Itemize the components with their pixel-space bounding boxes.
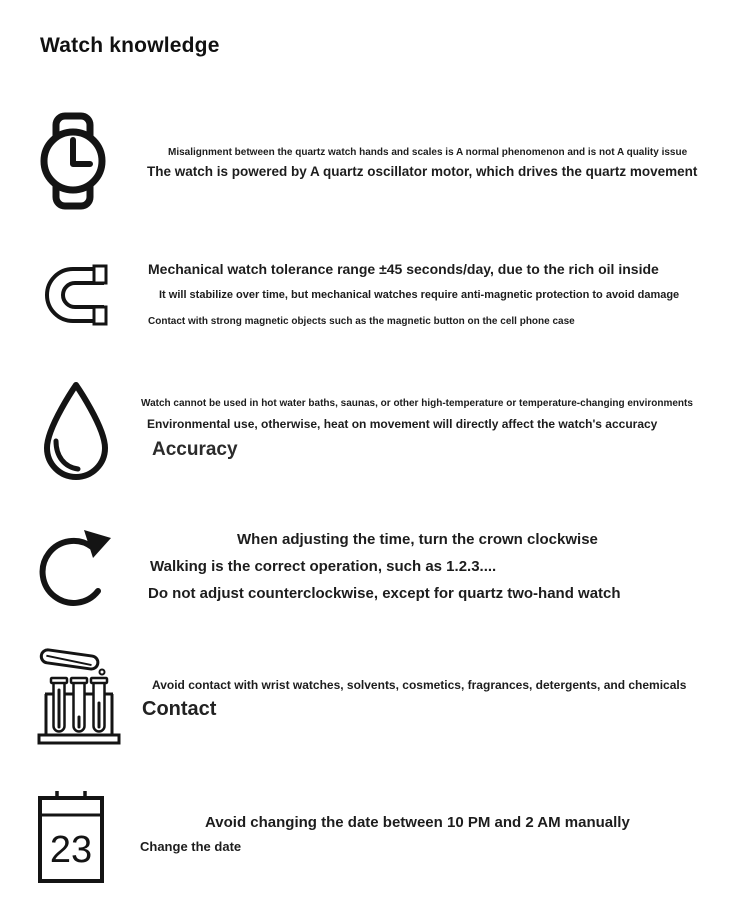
magnet-icon: [42, 264, 108, 326]
date-main-text: Avoid changing the date between 10 PM and 2 AM manually: [205, 814, 630, 831]
crown-warning-text: Do not adjust counterclockwise, except for quartz two-hand watch: [148, 585, 621, 602]
magnet-note-text: Contact with strong magnetic objects such as the magnetic button on the cell phone case: [148, 316, 575, 327]
watch-icon: [40, 112, 106, 210]
magnet-sub-text: It will stabilize over time, but mechanical watches require anti-magnetic protection to avoid damage: [159, 289, 680, 301]
chemicals-main-text: Avoid contact with wrist watches, solvents, cosmetics, fragrances, detergents, and chemicals: [152, 678, 687, 692]
page-title: Watch knowledge: [40, 34, 220, 57]
crown-sub-text: Walking is the correct operation, such as 1.2.3....: [150, 558, 497, 575]
temperature-note-text: Watch cannot be used in hot water baths, saunas, or other high-temperature or temperature-changing environments: [141, 398, 693, 409]
accuracy-label: Accuracy: [152, 439, 238, 460]
contact-label: Contact: [142, 698, 217, 720]
water-drop-icon: [40, 379, 112, 483]
date-sub-text: Change the date: [140, 839, 242, 854]
test-tubes-icon: [36, 645, 122, 749]
crown-main-text: When adjusting the time, turn the crown clockwise: [237, 531, 598, 548]
calendar-day-number: 23: [49, 829, 93, 871]
clockwise-arrow-icon: [38, 524, 116, 610]
magnet-main-text: Mechanical watch tolerance range ±45 seconds/day, due to the rich oil inside: [148, 261, 659, 277]
quartz-main-text: The watch is powered by A quartz oscillator motor, which drives the quartz movement: [147, 164, 698, 179]
calendar-icon: [36, 789, 106, 885]
quartz-note-text: Misalignment between the quartz watch hands and scales is A normal phenomenon and is not A quality issue: [168, 147, 688, 158]
temperature-main-text: Environmental use, otherwise, heat on movement will directly affect the watch's accuracy: [147, 417, 658, 431]
